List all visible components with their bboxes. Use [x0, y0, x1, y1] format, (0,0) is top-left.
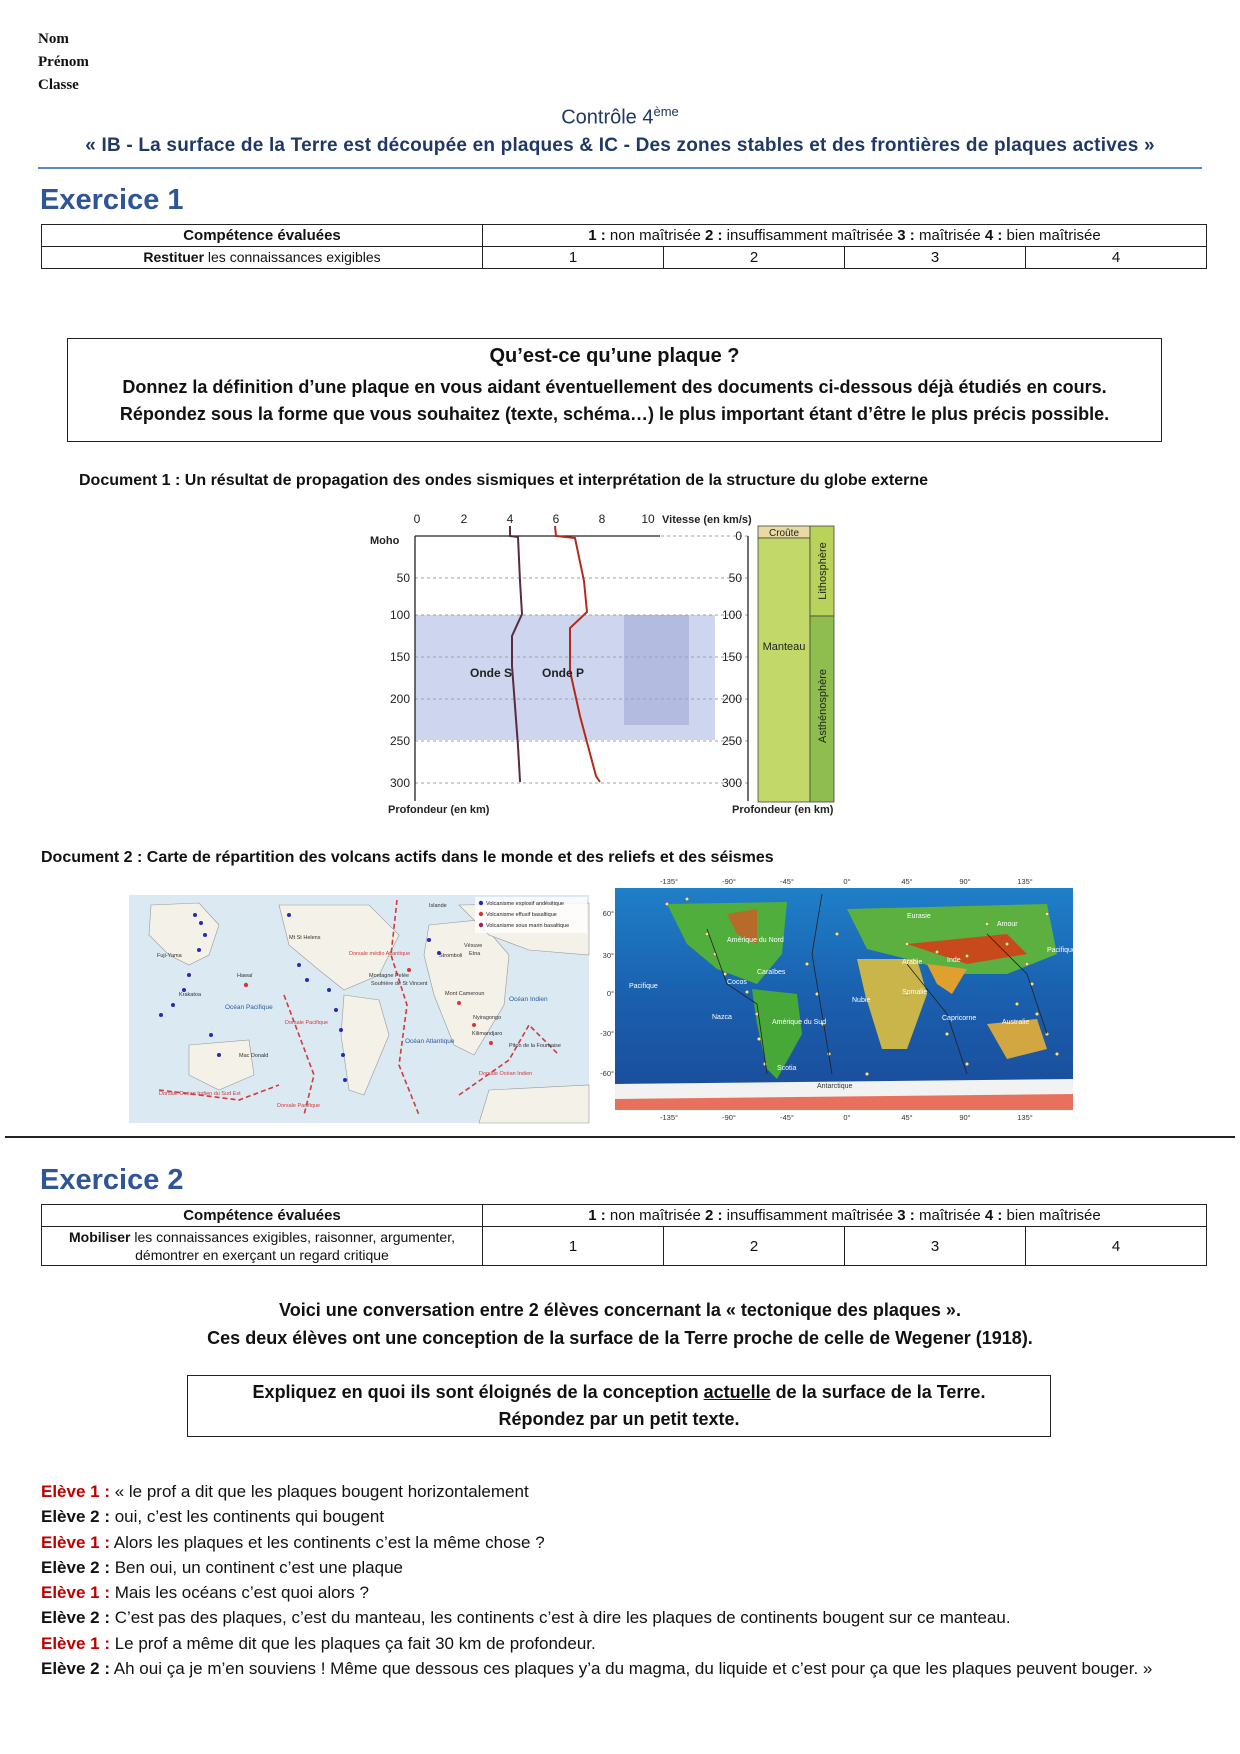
- plate-pacifique-east: Pacifique: [1047, 947, 1076, 954]
- map-label-etna: Etna: [469, 951, 481, 957]
- legend-explosive: Volcanisme explosif andésitique: [486, 901, 564, 907]
- lon-tick-bottom-1: -90°: [722, 1113, 736, 1122]
- lon-tick-bottom-0: -135°: [659, 1113, 679, 1122]
- dialog-line: Elève 2 : C’est pas des plaques, c’est du manteau, les continents c’est à dire les plaques de continents bougent sur ce manteau.: [41, 1608, 1011, 1628]
- mantle-layer: [758, 538, 810, 802]
- page-subtitle: « IB - La surface de la Terre est découpée en plaques & IC - Des zones stables et des frontières de plaques actives »: [85, 135, 1155, 156]
- document1-label: Document 1 : Un résultat de propagation des ondes sismiques et interprétation de la structure du globe externe: [79, 472, 929, 489]
- level-1-ex2: 1: [483, 1227, 664, 1266]
- competence-row: Restituer les connaissances exigibles: [42, 247, 483, 269]
- dialog-line: Elève 1 : « le prof a dit que les plaques bougent horizontalement: [41, 1482, 529, 1501]
- depth-tick-50: 50: [396, 571, 410, 585]
- lon-tick-bottom-6: 135°: [1017, 1113, 1033, 1122]
- level-4-ex2: 4: [1026, 1227, 1207, 1266]
- lon-tick-bottom-4: 45°: [901, 1113, 913, 1122]
- speed-tick-4: 4: [506, 512, 514, 526]
- header-id-block: [38, 28, 89, 97]
- plate-arabie: Arabie: [902, 959, 923, 966]
- depth-axis-label-right: Profondeur (en km): [732, 804, 834, 816]
- depth-tick-right-0: 0: [735, 529, 742, 543]
- speed-tick-0: 0: [413, 512, 421, 526]
- lat-tick-60: 60°: [602, 909, 614, 918]
- legend-effusive: Volcanisme effusif basaltique: [486, 912, 557, 918]
- lon-tick-top-4: 45°: [901, 877, 913, 886]
- level-2: 2: [664, 247, 845, 269]
- speed-tick-10: 10: [641, 512, 655, 526]
- lat-tick-30: 30°: [602, 951, 614, 960]
- plate-pacifique-west: Pacifique: [629, 983, 658, 990]
- mantle-label: Manteau: [762, 641, 806, 653]
- level-3: 3: [845, 247, 1026, 269]
- relief-seismic-map: [600, 874, 1087, 1124]
- map-label-vesuve: Vésuve: [464, 943, 483, 949]
- depth-tick-right-200: 200: [721, 692, 742, 706]
- scale-header-2: 1 : non maîtrisée 2 : insuffisamment maîtrisée 3 : maîtrisée 4 : bien maîtrisée: [483, 1205, 1207, 1227]
- exercise1-heading: Exercice 1: [40, 184, 184, 216]
- dialog-line: Elève 2 : Ben oui, un continent c’est une plaque: [41, 1557, 403, 1577]
- speed-axis-label: Vitesse (en km/s): [662, 514, 752, 526]
- task-line-1: Expliquez en quoi ils sont éloignés de la conception actuelle de la surface de la Terre.: [252, 1382, 986, 1402]
- seismic-wave-figure: [360, 506, 850, 818]
- map-label-ocean-pacifique: Océan Pacifique: [225, 1004, 273, 1011]
- prenom-label: Prénom: [38, 54, 89, 70]
- plate-inde: Inde: [947, 957, 961, 964]
- map-label-st-helens: Mt St Helens: [289, 935, 321, 941]
- question-box: [67, 338, 1162, 442]
- lithosphere-label: Lithosphère: [817, 542, 829, 600]
- scale-header: 1 : non maîtrisée 2 : insuffisamment maîtrisée 3 : maîtrisée 4 : bien maîtrisée: [483, 225, 1207, 247]
- plate-cocos: Cocos: [727, 979, 747, 986]
- crust-label: Croûte: [768, 528, 800, 539]
- map-label-kilimandjaro: Kilimandjaro: [472, 1031, 503, 1037]
- level-2-ex2: 2: [664, 1227, 845, 1266]
- depth-tick-200: 200: [389, 692, 410, 706]
- map-label-ocean-atlantique: Océan Atlantique: [405, 1038, 455, 1045]
- lat-tick-0: 0°: [606, 989, 614, 998]
- competence-row-2: Mobiliser les connaissances exigibles, raisonner, argumenter, démontrer en exerçant un regard critique: [42, 1227, 483, 1266]
- depth-axis-label: Profondeur (en km): [388, 804, 490, 816]
- plate-somalie: Somalie: [902, 989, 928, 996]
- lon-tick-top-3: 0°: [843, 877, 851, 886]
- depth-tick-150: 150: [389, 650, 410, 664]
- depth-tick-right-50: 50: [728, 571, 742, 585]
- plate-scotia: Scotia: [777, 1065, 797, 1072]
- plate-amerique-nord: Amérique du Nord: [727, 937, 784, 944]
- exercise2-heading: Exercice 2: [40, 1164, 184, 1196]
- speed-tick-2: 2: [460, 512, 468, 526]
- level-4: 4: [1026, 247, 1207, 269]
- competence-header-2: Compétence évaluées: [42, 1205, 483, 1227]
- lon-tick-top-5: 90°: [959, 877, 971, 886]
- map-label-islande: Islande: [429, 903, 447, 909]
- lat-tick-m30: -30°: [600, 1029, 614, 1038]
- student-dialog: [41, 1479, 1211, 1681]
- map-label-soufriere: Soufrière de St Vincent: [371, 981, 428, 987]
- task-box: [187, 1375, 1051, 1437]
- map-label-ocean-indien: Océan Indien: [509, 996, 548, 1003]
- map-label-piton-fournaise: Piton de la Fournaise: [509, 1043, 561, 1049]
- plate-nubie: Nubie: [852, 997, 871, 1004]
- depth-tick-right-250: 250: [721, 734, 742, 748]
- map-label-dorsale-medio-atlantique: Dorsale médio Atlantique: [349, 951, 411, 957]
- map-label-hawaii: Hawaï: [237, 973, 253, 979]
- depth-tick-100: 100: [389, 608, 410, 622]
- question-title: Qu’est-ce qu’une plaque ?: [489, 345, 740, 367]
- dialog-line: Elève 2 : oui, c’est les continents qui bougent: [41, 1507, 385, 1527]
- document2-label: Document 2 : Carte de répartition des volcans actifs dans le monde et des reliefs et des séismes: [41, 849, 774, 866]
- legend-submarine: Volcanisme sous marin basaltique: [486, 923, 570, 929]
- plate-caraibes: Caraïbes: [757, 969, 786, 976]
- exercise2-competence-table: [41, 1204, 1207, 1266]
- depth-tick-right-100: 100: [721, 608, 742, 622]
- instruction-line-1: Donnez la définition d’une plaque en vous aidant éventuellement des documents ci-dessous déjà étudiés en cours.: [122, 377, 1107, 397]
- s-wave-label: Onde S: [470, 666, 513, 680]
- moho-label: Moho: [370, 535, 400, 547]
- nom-label: Nom: [38, 31, 69, 47]
- depth-tick-right-300: 300: [721, 776, 742, 790]
- map-label-montagne-pelee: Montagne Pelée: [369, 973, 410, 979]
- map-label-dorsale-indien: Dorsale Océan Indien: [479, 1071, 533, 1077]
- level-3-ex2: 3: [845, 1227, 1026, 1266]
- depth-tick-right-150: 150: [721, 650, 742, 664]
- map-label-dorsale-pacifique-1: Dorsale Pacifique: [285, 1020, 329, 1026]
- dialog-line: Elève 1 : Alors les plaques et les continents c’est la même chose ?: [41, 1532, 545, 1552]
- volcano-map: [129, 895, 589, 1123]
- p-wave-label: Onde P: [542, 666, 585, 680]
- map-label-dorsale-pacifique-2: Dorsale Pacifique: [277, 1103, 321, 1109]
- competence-header: Compétence évaluées: [42, 225, 483, 247]
- exercise1-competence-table: [41, 224, 1207, 269]
- plate-antarctique: Antarctique: [817, 1083, 853, 1090]
- dialog-line: Elève 1 : Mais les océans c’est quoi alors ?: [41, 1583, 369, 1603]
- speed-tick-6: 6: [552, 512, 560, 526]
- asthenosphere-label: Asthénosphère: [817, 669, 829, 743]
- classe-label: Classe: [38, 77, 79, 93]
- level-1: 1: [483, 247, 664, 269]
- lon-tick-top-2: -45°: [780, 877, 794, 886]
- lon-tick-top-1: -90°: [722, 877, 736, 886]
- plate-eurasie: Eurasie: [907, 913, 931, 920]
- lon-tick-bottom-3: 0°: [843, 1113, 851, 1122]
- lon-tick-bottom-2: -45°: [780, 1113, 794, 1122]
- section-divider: [5, 1136, 1235, 1138]
- dialog-line: Elève 2 : Ah oui ça je m’en souviens ! Même que dessous ces plaques y’a du magma, du liquide et c’est pour ça que les plaques peuvent bouger. »: [41, 1659, 1153, 1679]
- plate-capricorne: Capricorne: [942, 1015, 977, 1022]
- intro-line-1: Voici une conversation entre 2 élèves concernant la « tectonique des plaques ».: [279, 1300, 961, 1320]
- map-label-stromboli: Stromboli: [439, 953, 463, 959]
- title-divider: [38, 167, 1202, 169]
- page-title: Contrôle 4ème: [561, 104, 679, 129]
- map-label-fuji: Fuji-Yama: [157, 953, 182, 959]
- lon-tick-bottom-5: 90°: [959, 1113, 971, 1122]
- low-velocity-highlight: [624, 615, 689, 725]
- map-label-mont-cameroun: Mont Cameroun: [445, 991, 485, 997]
- plate-australie: Australie: [1002, 1019, 1030, 1026]
- plate-amerique-sud: Amérique du Sud: [772, 1019, 827, 1026]
- plate-amour: Amour: [997, 921, 1018, 928]
- exercise2-intro: [0, 1296, 1240, 1352]
- depth-tick-300: 300: [389, 776, 410, 790]
- plate-nazca: Nazca: [712, 1014, 732, 1021]
- map-label-dorsale-indien-se: Dorsale Océan Indien du Sud Est: [159, 1091, 241, 1097]
- lon-tick-top-0: -135°: [659, 877, 679, 886]
- lat-tick-m60: -60°: [600, 1069, 614, 1078]
- intro-line-2: Ces deux élèves ont une conception de la surface de la Terre proche de celle de Wegener (1918).: [207, 1328, 1033, 1348]
- instruction-line-2: Répondez sous la forme que vous souhaitez (texte, schéma…) le plus important étant d’être le plus précis possible.: [119, 404, 1110, 424]
- map-label-mac-donald: Mac Donald: [239, 1053, 269, 1059]
- depth-tick-250: 250: [389, 734, 410, 748]
- speed-tick-8: 8: [598, 512, 606, 526]
- dialog-line: Elève 1 : Le prof a même dit que les plaques ça fait 30 km de profondeur.: [41, 1633, 596, 1653]
- map-label-nyiragongo: Nyiragongo: [473, 1015, 502, 1021]
- map-label-krakatoa: Krakatoa: [179, 992, 202, 998]
- task-line-2: Répondez par un petit texte.: [498, 1409, 740, 1429]
- lon-tick-top-6: 135°: [1017, 877, 1033, 886]
